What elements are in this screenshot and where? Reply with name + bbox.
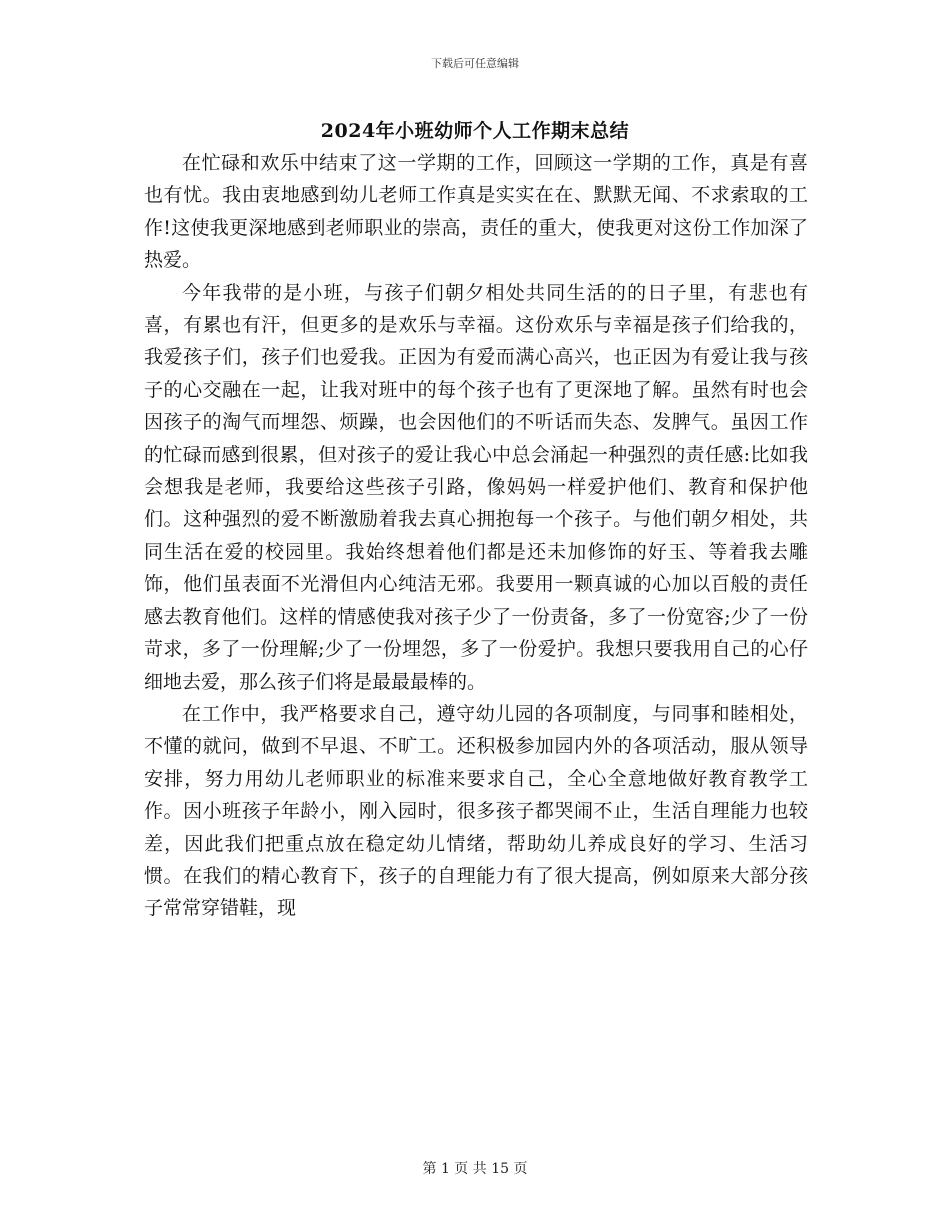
document-body xyxy=(144,147,808,925)
paragraph-2: 今年我带的是小班，与孩子们朝夕相处共同生活的的日子里，有悲也有喜，有累也有汗，但更多的是欢乐与幸福。这份欢乐与幸福是孩子们给我的，我爱孩子们，孩子们也爱我。正因为有爱而满心高兴，也正因为有爱让我与孩子的心交融在一起，让我对班中的每个孩子也有了更深地了解。虽然有时也会因孩子的淘气而埋怨、烦躁，也会因他们的不听话而失态、发脾气。虽因工作的忙碌而感到很累，但对孩子的爱让我心中总会涌起一种强烈的责任感:比如我会想我是老师，我要给这些孩子引路，像妈妈一样爱护他们、教育和保护他们。这种强烈的爱不断激励着我去真心拥抱每一个孩子。与他们朝夕相处，共同生活在爱的校园里。我始终想着他们都是还未加修饰的好玉、等着我去雕饰，他们虽表面不光滑但内心纯洁无邪。我要用一颗真诚的心加以百般的责任感去教育他们。这样的情感使我对孩子少了一份责备，多了一份宽容;少了一份苛求，多了一份理解;少了一份埋怨，多了一份爱护。我想只要我用自己的心仔细地去爱，那么孩子们将是最最最棒的。 xyxy=(144,281,808,693)
page-title: 2024年小班幼师个人工作期末总结 xyxy=(320,120,630,142)
paragraph-1: 在忙碌和欢乐中结束了这一学期的工作，回顾这一学期的工作，真是有喜也有忧。我由衷地感到幼儿老师工作真是实实在在、默默无闻、不求索取的工作!这使我更深地感到老师职业的崇高，责任的重大，使我更对这份工作加深了热爱。 xyxy=(144,152,808,272)
page-number: 第 1 页 共 15 页 xyxy=(422,1161,528,1177)
paragraph-3: 在工作中，我严格要求自己，遵守幼儿园的各项制度，与同事和睦相处，不懂的就问，做到不早退、不旷工。还积极参加园内外的各项活动，服从领导安排，努力用幼儿老师职业的标准来要求自己，全心全意地做好教育教学工作。因小班孩子年龄小，刚入园时，很多孩子都哭闹不止，生活自理能力也较差，因此我们把重点放在稳定幼儿情绪，帮助幼儿养成良好的学习、生活习惯。在我们的精心教育下，孩子的自理能力有了很大提高，例如原来大部分孩子常常穿错鞋，现 xyxy=(144,702,808,920)
header-note: 下载后可任意编辑 xyxy=(431,57,519,70)
